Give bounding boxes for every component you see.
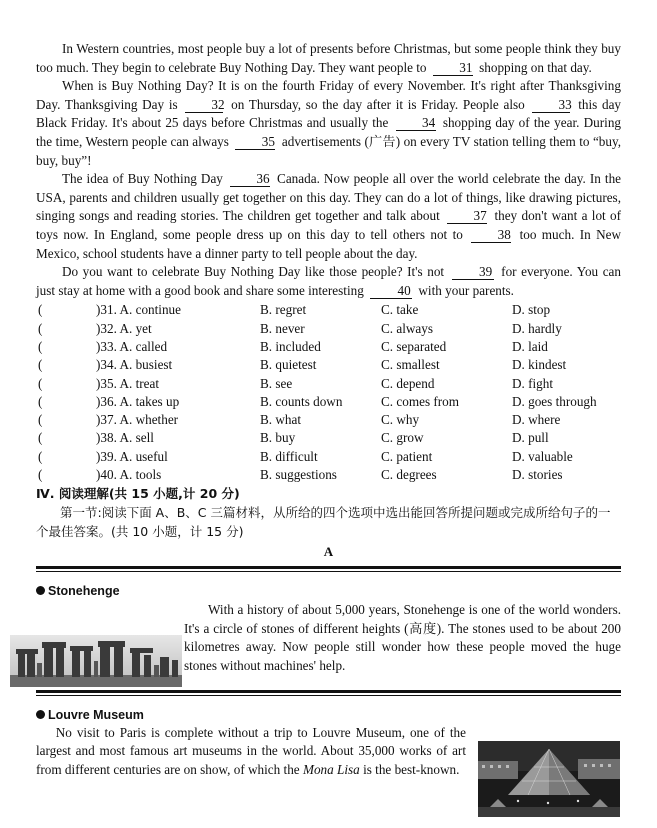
option-a (96, 448, 260, 466)
option-b: B. suggestions (260, 466, 337, 482)
stonehenge-text (184, 601, 621, 675)
option-c: C. patient (381, 448, 433, 464)
option-c: C. comes from (381, 393, 460, 409)
divider (36, 695, 621, 696)
option-a-text: A. yet (119, 320, 152, 336)
options-list (36, 301, 621, 484)
question-number: )36. (96, 393, 117, 409)
question-number: )35. (96, 375, 117, 391)
cloze-text: When is Buy Nothing Day? It is on the fourth Friday of every November. It's right after Thanksgiving Day. Thanksgiving Day is (36, 78, 621, 112)
option-a-text: A. treat (119, 375, 160, 391)
option-d: D. fight (512, 375, 554, 391)
option-c: C. depend (381, 375, 435, 391)
cloze-text: this day Black Friday. It's about 25 days before Christmas and usually the (36, 96, 622, 131)
option-b: B. what (260, 412, 302, 428)
option-paren: ( (38, 320, 43, 336)
louvre-title (36, 706, 621, 724)
cloze-text: The idea of Buy Nothing Day (62, 171, 223, 187)
bullet-icon (36, 710, 45, 719)
option-paren: ( (38, 393, 43, 409)
option-a (96, 356, 260, 374)
option-paren: ( (38, 466, 43, 482)
option-c: C. separated (381, 338, 447, 354)
option-c: C. smallest (381, 357, 440, 373)
option-c: C. why (381, 412, 420, 428)
option-d: D. stories (512, 466, 563, 482)
option-a-text: A. tools (119, 466, 162, 482)
bullet-icon (36, 586, 45, 595)
option-row (36, 338, 621, 356)
mona-lisa-title: Mona Lisa (302, 761, 360, 777)
cloze-text: Do you want to celebrate Buy Nothing Day like those people? It's not (62, 264, 445, 280)
question-number: )37. (96, 412, 117, 428)
question-number: )33. (96, 338, 117, 354)
option-d: D. kindest (512, 357, 567, 373)
option-a (96, 301, 260, 319)
option-b: B. never (260, 320, 305, 336)
question-number: )32. (96, 320, 117, 336)
cloze-text: Canada. Now people all over the world celebrate the day. In the USA, parents and children usually get together on this day. They can do a lot of things, like drawing pictures, singing songs and reading stories. The children get together and talk about (36, 171, 622, 224)
blank-38: 38 (471, 228, 511, 243)
cloze-text: for everyone. You can just stay at home with a good book and share some interesting (36, 264, 621, 298)
option-b: B. buy (260, 430, 296, 446)
louvre-text (36, 724, 466, 780)
option-c: C. grow (381, 430, 424, 446)
blank-40: 40 (370, 284, 412, 299)
option-a-text: A. called (119, 338, 168, 354)
option-paren: ( (38, 302, 43, 318)
option-a (96, 393, 260, 411)
option-d: D. hardly (512, 320, 562, 336)
blank-33: 33 (532, 98, 570, 113)
blank-31: 31 (433, 61, 473, 76)
option-row (36, 301, 621, 319)
option-row (36, 356, 621, 374)
section-instructions: 第一节:阅读下面 A、B、C 三篇材料，从所给的四个选项中选出能回答所提问题或完成所给句子的一个最佳答案。(共 10 小题，计 15 分) (36, 505, 611, 540)
option-a-text: A. whether (119, 412, 179, 428)
option-b: B. counts down (260, 393, 343, 409)
question-number: )39. (96, 448, 117, 464)
cloze-paragraph-1 (36, 40, 621, 77)
option-a-text: A. takes up (119, 393, 180, 409)
cloze-text: on Thursday, so the day after it is Friday. People also (231, 96, 525, 112)
option-paren: ( (38, 448, 43, 464)
option-paren: ( (38, 430, 43, 446)
section-title: Ⅳ. 阅读理解(共 15 小题,计 20 分) (36, 486, 240, 502)
option-b: B. included (260, 338, 321, 354)
option-a (96, 320, 260, 338)
option-b: B. difficult (260, 448, 318, 464)
blank-35: 35 (235, 135, 275, 150)
option-row (36, 466, 621, 484)
divider (36, 566, 621, 569)
question-number: )34. (96, 357, 117, 373)
question-number: )40. (96, 466, 117, 482)
option-a (96, 429, 260, 447)
option-b: B. regret (260, 302, 307, 318)
option-b: B. see (260, 375, 293, 391)
cloze-text: advertisements (广告) on every TV station telling them to “buy, buy, buy”! (36, 133, 622, 168)
cloze-paragraph-3 (36, 170, 621, 263)
cloze-paragraph-2 (36, 77, 621, 170)
option-c: C. take (381, 302, 419, 318)
option-row (36, 448, 621, 466)
option-a-text: A. continue (119, 302, 181, 318)
blank-34: 34 (396, 116, 436, 131)
stonehenge-title-text: Stonehenge (48, 584, 120, 599)
cloze-text: with your parents. (418, 282, 514, 298)
option-a-text: A. useful (119, 448, 168, 464)
louvre-photo (478, 741, 620, 817)
cloze-text: shopping day of the year. During the time, Western people can always (36, 115, 622, 149)
option-paren: ( (38, 412, 43, 428)
option-row (36, 375, 621, 393)
stonehenge-title (36, 582, 621, 600)
question-number: )31. (96, 302, 117, 318)
option-row (36, 320, 621, 338)
stonehenge-photo (10, 635, 182, 687)
option-row (36, 393, 621, 411)
option-row (36, 411, 621, 429)
louvre-title-text: Louvre Museum (48, 707, 144, 722)
cloze-text: they don't want a lot of toys now. In England, some people dress up on this day to tell others not to (36, 208, 622, 242)
option-a (96, 338, 260, 356)
blank-32: 32 (185, 98, 223, 113)
option-paren: ( (38, 357, 43, 373)
divider (36, 690, 621, 693)
option-d: D. laid (512, 338, 548, 354)
louvre-paragraph-end: is the best-known. (363, 761, 460, 777)
option-b: B. quietest (260, 357, 317, 373)
option-row (36, 429, 621, 447)
option-a-text: A. busiest (119, 357, 173, 373)
option-c: C. always (381, 320, 434, 336)
option-d: D. where (512, 412, 561, 428)
option-d: D. stop (512, 302, 551, 318)
cloze-paragraph-4 (36, 263, 621, 300)
cloze-text: too much. In New Mexico, school students have a dinner party to tell people about the day. (36, 226, 622, 261)
cloze-text: shopping on that day. (479, 59, 592, 75)
stonehenge-paragraph: With a history of about 5,000 years, Stonehenge is one of the world wonders. It's a circle of stones of different heights (高度). The stones used to be about 200 kilometres away. Now people still wonder how these people moved the huge stones without machines' help. (184, 602, 621, 674)
cloze-text: In Western countries, most people buy a lot of presents before Christmas, but some people think they buy too much. They begin to celebrate Buy Nothing Day. They want people to (36, 41, 621, 75)
blank-36: 36 (230, 172, 270, 187)
passage-label: A (323, 544, 334, 560)
option-a (96, 411, 260, 429)
option-a-text: A. sell (119, 430, 154, 446)
question-number: )38. (96, 430, 117, 446)
option-c: C. degrees (381, 466, 437, 482)
option-d: D. valuable (512, 448, 573, 464)
option-d: D. goes through (512, 393, 597, 409)
option-paren: ( (38, 375, 43, 391)
blank-37: 37 (447, 209, 487, 224)
option-paren: ( (38, 338, 43, 354)
blank-39: 39 (452, 265, 494, 280)
louvre-paragraph: No visit to Paris is complete without a trip to Louvre Museum, one of the largest and most famous art museums in the world. About 35,000 works of art from different centuries are on show, of which the (36, 724, 466, 777)
option-a (96, 466, 260, 484)
option-a (96, 375, 260, 393)
option-d: D. pull (512, 430, 549, 446)
